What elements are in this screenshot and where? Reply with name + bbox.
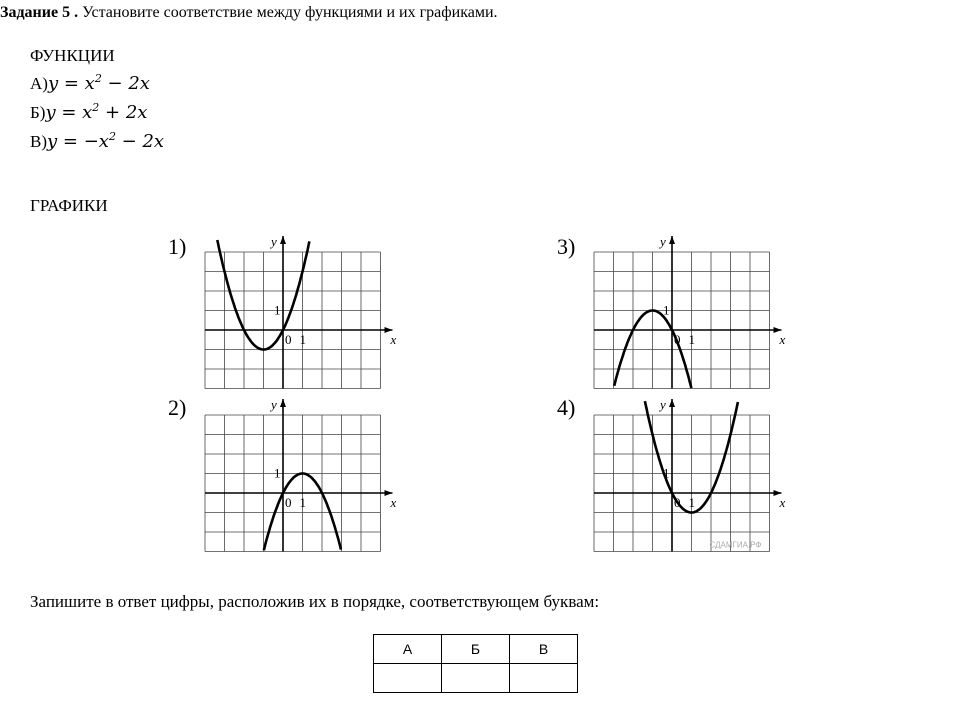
functions-heading: ФУНКЦИИ: [30, 46, 115, 65]
grid: [205, 415, 381, 552]
answer-header-a: А: [374, 635, 442, 664]
graph-3-label: 3): [557, 234, 576, 259]
function-letter: В): [30, 132, 47, 151]
graphs-heading: ГРАФИКИ: [30, 196, 108, 215]
x-unit-label: 1: [688, 495, 695, 510]
y-unit-label: 1: [274, 302, 281, 318]
graph-2-label: 2): [168, 395, 187, 420]
y-axis-label: y: [271, 234, 277, 249]
y-unit-label: 1: [663, 302, 670, 318]
graph-4-label: 4): [557, 395, 576, 420]
answer-cell-b[interactable]: [442, 664, 510, 693]
origin-label: 0: [285, 495, 292, 510]
function-letter: А): [30, 74, 48, 93]
y-axis-label: y: [271, 397, 277, 412]
origin-label: 0: [674, 495, 681, 510]
function-a: [30, 72, 150, 94]
grid: [594, 415, 770, 552]
x-unit-label: 1: [688, 332, 695, 347]
task-text: Установите соответствие между функциями и их графиками.: [82, 4, 498, 21]
y-axis-label: y: [660, 397, 666, 412]
grid: [205, 252, 381, 389]
graph-4: [589, 393, 789, 553]
answer-table: [373, 634, 578, 693]
graph-1-label: 1): [168, 234, 187, 259]
y-arrow-icon: [280, 399, 286, 407]
answer-header-v: В: [510, 635, 578, 664]
y-axis-label: y: [660, 234, 666, 249]
task-number: Задание 5 .: [0, 4, 79, 21]
answer-table-header-row: [374, 635, 578, 664]
x-unit-label: 1: [299, 332, 306, 347]
answer-cell-a[interactable]: [374, 664, 442, 693]
origin-label: 0: [285, 332, 292, 347]
y-unit-label: 1: [274, 465, 281, 481]
answer-instruction: Запишите в ответ цифры, расположив их в порядке, соответствующем буквам:: [30, 592, 600, 611]
function-v: [30, 130, 164, 152]
x-axis-label: x: [390, 495, 397, 510]
x-axis-label: x: [779, 332, 786, 347]
origin-label: 0: [674, 332, 681, 347]
function-formula: $y = x^2 - 2x$: [47, 72, 150, 94]
x-unit-label: 1: [299, 495, 306, 510]
graph-1: [200, 230, 400, 390]
watermark: СДАМГИА.РФ: [709, 540, 762, 550]
function-letter: Б): [30, 103, 46, 122]
answer-table-input-row: [374, 664, 578, 693]
answer-header-b: Б: [442, 635, 510, 664]
x-axis-label: x: [390, 332, 397, 347]
function-b: [30, 101, 147, 123]
y-arrow-icon: [280, 236, 286, 244]
function-formula: $y = x^2 + 2x$: [45, 101, 148, 123]
graph-2: [200, 393, 400, 553]
y-arrow-icon: [669, 399, 675, 407]
y-unit-label: 1: [663, 465, 670, 481]
x-axis-label: x: [779, 495, 786, 510]
y-arrow-icon: [669, 236, 675, 244]
function-formula: $y = -x^2 - 2x$: [47, 130, 165, 152]
answer-cell-v[interactable]: [510, 664, 578, 693]
task-header: [0, 4, 498, 22]
graph-3: [589, 230, 789, 390]
